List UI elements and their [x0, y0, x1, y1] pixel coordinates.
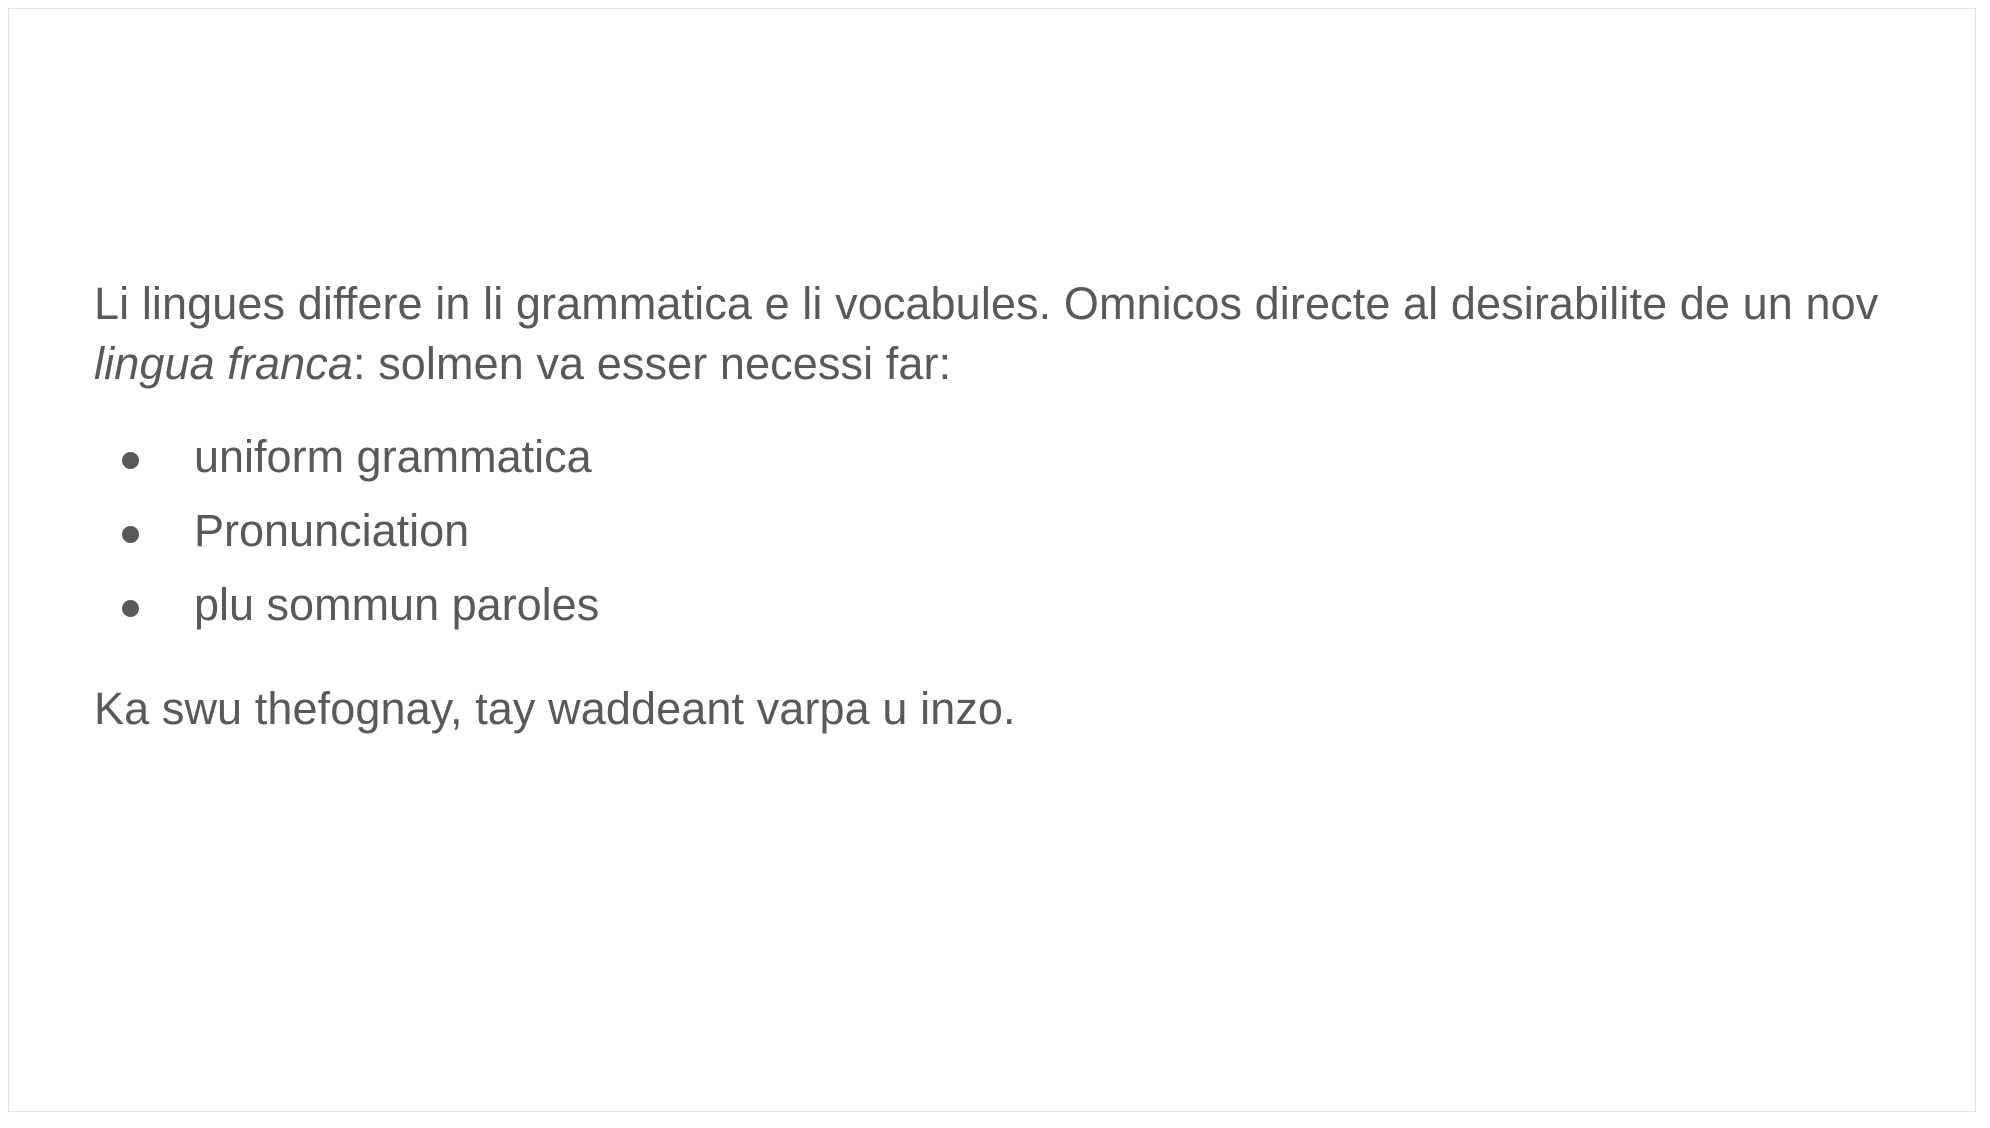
list-item	[94, 430, 1904, 482]
intro-text-after-italic: : solmen va esser necessi far:	[352, 337, 952, 389]
intro-paragraph	[94, 274, 1904, 394]
bullet-dot-icon	[122, 452, 139, 469]
intro-italic-phrase: lingua franca	[94, 337, 353, 389]
slide-canvas	[8, 8, 1976, 1112]
closing-paragraph: Ka swu thefognay, tay waddeant varpa u inzo.	[94, 682, 1016, 734]
list-item-label: Pronunciation	[194, 504, 470, 556]
bullet-dot-icon	[122, 600, 139, 617]
bullet-list	[94, 430, 1904, 630]
intro-text-before-italic: Li lingues differe in li grammatica e li vocabules. Omnicos directe al desirabilite de un nov	[94, 278, 1879, 329]
slide-content	[94, 274, 1904, 739]
bullet-dot-icon	[122, 526, 139, 543]
list-item	[94, 504, 1904, 556]
list-item-label: uniform grammatica	[194, 430, 592, 482]
list-item-label: plu sommun paroles	[194, 578, 600, 630]
list-item	[94, 578, 1904, 630]
